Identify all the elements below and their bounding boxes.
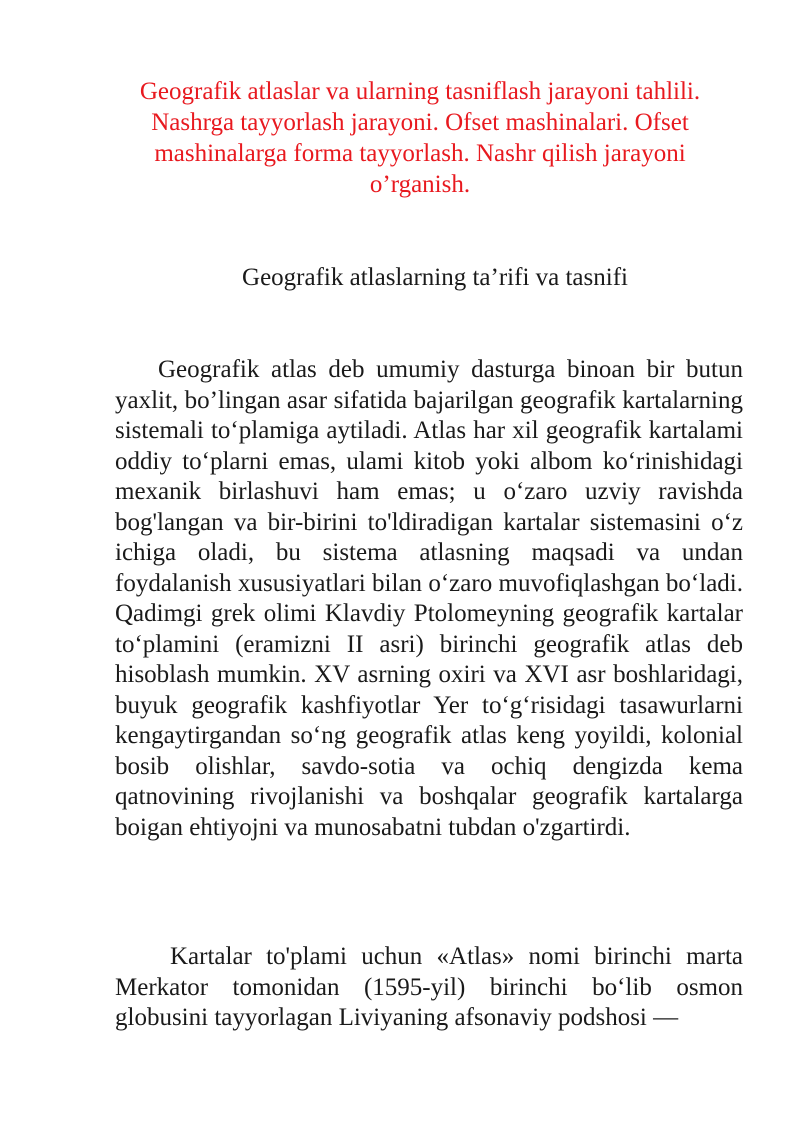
- document-title: Geografik atlaslar va ularning tasniflash jarayoni tahlili. Nashrga tayyorlash jarayoni. Ofset mashinalari. Ofset mashinalarga forma tayyorlash. Nashr qilish jarayoni o’rganish.: [139, 78, 701, 198]
- body-paragraph-2: Kartalar to'plami uchun «Atlas» nomi birinchi marta Merkator tomonidan (1595-yil) birinchi bo‘lib osmon globusini tayyorlagan Liviyaning afsonaviy podshosi —: [115, 943, 743, 1031]
- section-heading: Geografik atlaslarning ta’rifi va tasnifi: [242, 264, 628, 291]
- body-paragraph-1: Geografik atlas deb umumiy dasturga binoan bir butun yaxlit, bo’lingan asar sifatida bajarilgan geografik kartalarning sistemali to‘plamiga aytiladi. Atlas har xil geografik kartalami oddiy to‘plarni emas, ulami kitob yoki albom ko‘rinishidagi mexanik birlashuvi ham emas; u o‘zaro uzviy ravishda bog'langan va bir-birini to'ldiradigan kartalar sistemasini o‘z ichiga oladi, bu sistema atlasning maqsadi va undan foydalanish xususiyatlari bilan o‘zaro muvofiqlashgan bo‘ladi. Qadimgi grek olimi Klavdiy Ptolomeyning geografik kartalar to‘plamini (eramizni II asri) birinchi geografik atlas deb hisoblash mumkin. XV asrning oxiri va XVI asr boshlaridagi, buyuk geografik kashfiyotlar Yer to‘g‘risidagi tasawurlarni kengaytirgandan so‘ng geografik atlas keng yoyildi, kolonial bosib olishlar, savdo-sotia va ochiq dengizda kema qatnovining rivojlanishi va boshqalar geografik kartalarga boigan ehtiyojni va munosabatni tubdan o'zgartirdi.: [115, 356, 743, 841]
